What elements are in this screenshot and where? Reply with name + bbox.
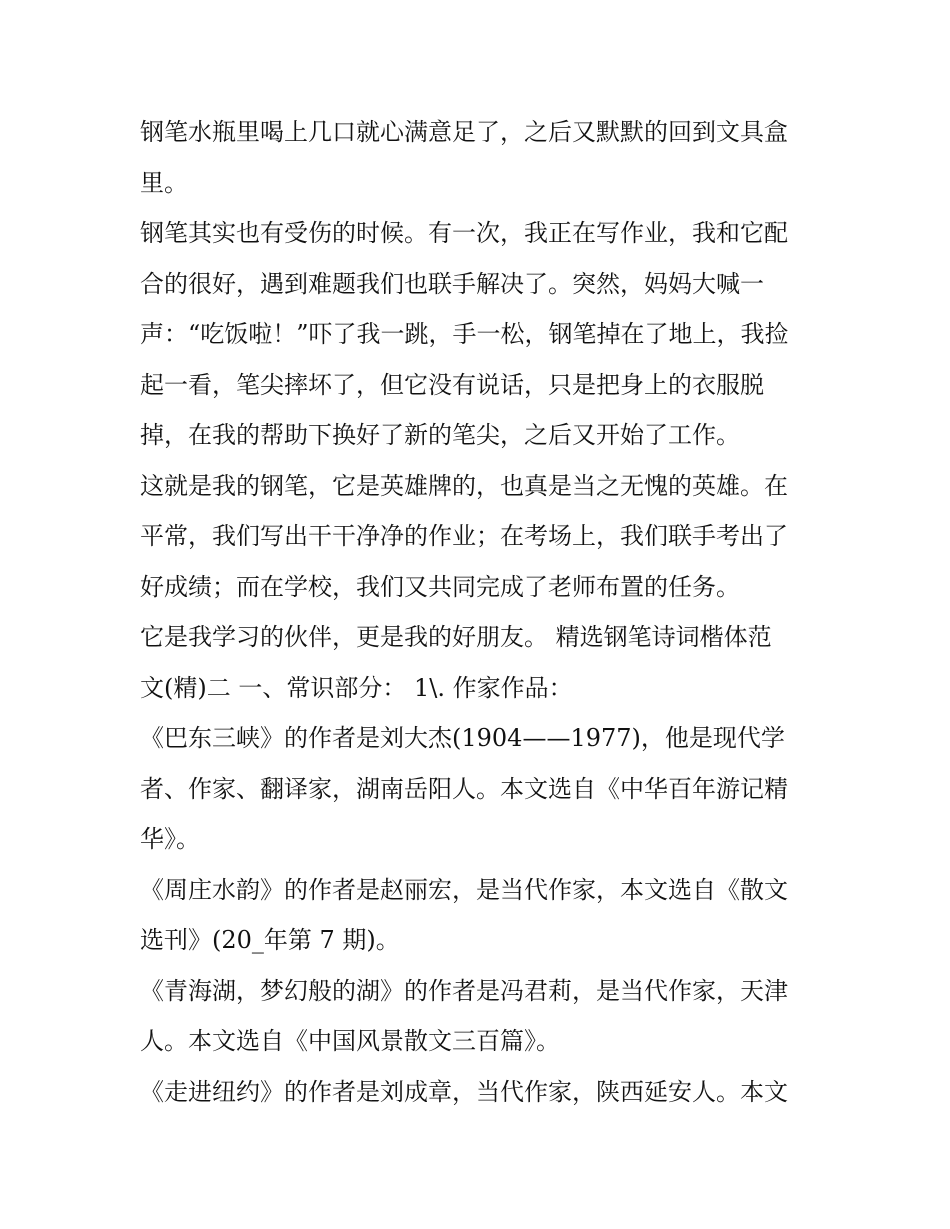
text-line: 里。 [140, 168, 188, 197]
text-line: 《巴东三峡》的作者是刘大杰(1904——1977)，他是现代学 [140, 724, 785, 752]
text-line: 选刊》(20_年第 7 期)。 [140, 926, 400, 954]
text-line: 人。本文选自《中国风景散文三百篇》。 [140, 1027, 560, 1055]
text-line: 《走进纽约》的作者是刘成章，当代作家，陕西延安人。本文 [140, 1077, 788, 1106]
text-line: 掉，在我的帮助下换好了新的笔尖，之后又开始了工作。 [140, 421, 740, 449]
text-line: 合的很好，遇到难题我们也联手解决了。突然，妈妈大喊一 [140, 269, 764, 298]
text-line: 钢笔其实也有受伤的时候。有一次，我正在写作业，我和它配 [140, 219, 788, 247]
text-line: 好成绩；而在学校，我们又共同完成了老师布置的任务。 [140, 572, 740, 601]
text-line: 《周庄水韵》的作者是赵丽宏，是当代作家，本文选自《散文 [140, 875, 788, 904]
text-line: 《青海湖，梦幻般的湖》的作者是冯君莉，是当代作家，天津 [140, 976, 788, 1005]
text-line: 钢笔水瓶里喝上几口就心满意足了，之后又默默的回到文具盒 [140, 118, 788, 146]
text-line: 声：“吃饭啦！”吓了我一跳，手一松，钢笔掉在了地上，我捡 [140, 320, 789, 348]
text-body [140, 107, 820, 1117]
text-line: 平常，我们写出干干净净的作业；在考场上，我们联手考出了 [140, 522, 788, 550]
text-line: 这就是我的钢笔，它是英雄牌的，也真是当之无愧的英雄。在 [140, 471, 788, 500]
text-line: 起一看，笔尖摔坏了，但它没有说话，只是把身上的衣服脱 [140, 370, 764, 399]
text-line: 华》。 [140, 825, 200, 853]
text-line: 文(精)二 一、常识部分： 1\. 作家作品： [140, 673, 573, 702]
text-line: 者、作家、翻译家，湖南岳阳人。本文选自《中华百年游记精 [140, 774, 788, 803]
text-line: 它是我学习的伙伴，更是我的好朋友。 精选钢笔诗词楷体范 [140, 623, 772, 651]
